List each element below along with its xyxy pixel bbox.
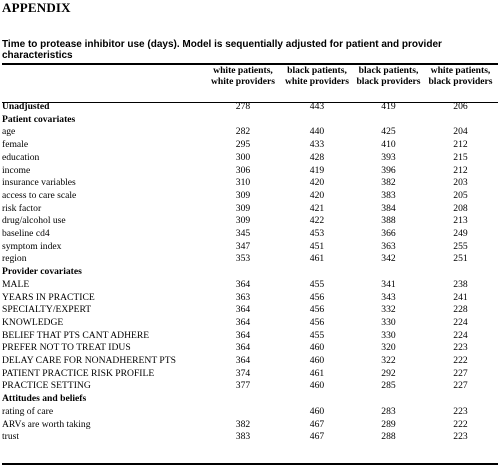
cell-value: 384 <box>381 202 396 214</box>
cell-value: 422 <box>309 215 325 227</box>
cell-value: 342 <box>381 253 396 265</box>
cell-value <box>206 406 280 419</box>
cell-value: 425 <box>381 126 396 138</box>
row-label: Unadjusted <box>2 101 50 112</box>
row-label: region <box>2 253 27 265</box>
cell-value: 364 <box>235 304 251 316</box>
cell-value: 440 <box>309 126 325 138</box>
table-row <box>2 253 498 266</box>
cell-value: 433 <box>309 139 325 151</box>
table-row <box>2 406 498 419</box>
cell-value: 295 <box>235 139 251 151</box>
cell-value: 213 <box>453 215 468 227</box>
table-row <box>2 228 498 241</box>
table-row <box>2 139 498 152</box>
cell-value: 419 <box>381 101 396 112</box>
cell-value: 456 <box>309 304 325 316</box>
cell-value: 443 <box>309 101 325 112</box>
cell-value: 289 <box>381 418 396 430</box>
cell-value: 285 <box>381 380 396 392</box>
cell-value: 332 <box>381 304 396 316</box>
cell-value: 203 <box>453 177 468 189</box>
section-row <box>2 266 498 279</box>
cell-value: 467 <box>309 418 325 430</box>
row-label: MALE <box>2 278 30 290</box>
cell-value: 364 <box>235 278 251 290</box>
cell-value: 309 <box>235 215 251 227</box>
cell-value: 420 <box>309 189 325 201</box>
results-table <box>2 65 498 444</box>
cell-value: 363 <box>235 291 251 303</box>
cell-value: 241 <box>453 291 468 303</box>
cell-value: 223 <box>453 431 468 443</box>
table-row <box>2 330 498 343</box>
cell-value: 255 <box>453 240 468 252</box>
cell-value <box>354 266 423 279</box>
cell-value: 364 <box>235 316 251 328</box>
table-row <box>2 342 498 355</box>
cell-value: 364 <box>235 342 251 354</box>
cell-value: 222 <box>453 355 468 367</box>
cell-value: 228 <box>453 304 468 316</box>
row-label: Patient covariates <box>2 113 76 125</box>
cell-value: 461 <box>309 253 325 265</box>
cell-value: 353 <box>235 253 251 265</box>
cell-value: 410 <box>381 139 396 151</box>
cell-value: 428 <box>309 151 325 163</box>
row-label: PREFER NOT TO TREAT IDUS <box>2 342 131 354</box>
cell-value: 224 <box>453 329 468 341</box>
cell-value: 306 <box>235 164 251 176</box>
cell-value <box>206 114 280 127</box>
cell-value: 320 <box>381 342 396 354</box>
table-header-row <box>2 65 498 101</box>
row-label: Provider covariates <box>2 266 82 278</box>
cell-value: 460 <box>309 380 325 392</box>
cell-value: 364 <box>235 329 251 341</box>
column-header: black patients, white providers <box>284 65 350 87</box>
cell-value: 238 <box>453 278 468 290</box>
cell-value: 251 <box>453 253 468 265</box>
cell-value: 343 <box>381 291 396 303</box>
cell-value: 309 <box>235 189 251 201</box>
cell-value <box>206 266 280 279</box>
row-label: income <box>2 164 31 176</box>
cell-value: 363 <box>381 240 396 252</box>
cell-value: 461 <box>309 367 325 379</box>
cell-value <box>280 266 354 279</box>
cell-value: 222 <box>453 418 468 430</box>
cell-value: 420 <box>309 177 325 189</box>
cell-value: 419 <box>309 164 325 176</box>
cell-value: 223 <box>453 405 468 417</box>
cell-value <box>354 393 423 406</box>
table-row <box>2 292 498 305</box>
row-label: insurance variables <box>2 177 76 189</box>
table-row <box>2 241 498 254</box>
cell-value: 421 <box>309 202 325 214</box>
table-row <box>2 380 498 393</box>
row-label: Attitudes and beliefs <box>2 393 87 405</box>
row-label: ARVs are worth taking <box>2 418 91 430</box>
cell-value: 383 <box>381 189 396 201</box>
row-label: drug/alcohol use <box>2 215 66 227</box>
cell-value: 374 <box>235 367 251 379</box>
cell-value <box>423 114 498 127</box>
cell-value: 347 <box>235 240 251 252</box>
cell-value: 283 <box>381 405 396 417</box>
table-body <box>2 101 498 444</box>
cell-value: 227 <box>453 380 468 392</box>
cell-value: 292 <box>381 367 396 379</box>
table-row <box>2 419 498 432</box>
cell-value: 377 <box>235 380 251 392</box>
cell-value: 383 <box>235 431 251 443</box>
section-row <box>2 393 498 406</box>
cell-value: 310 <box>235 177 251 189</box>
cell-value <box>423 266 498 279</box>
cell-value: 205 <box>453 189 468 201</box>
table-bottom-rule <box>2 463 498 465</box>
cell-value: 455 <box>309 329 325 341</box>
column-header: white patients, white providers <box>210 65 276 87</box>
table-row <box>2 304 498 317</box>
cell-value: 223 <box>453 342 468 354</box>
cell-value: 451 <box>309 240 325 252</box>
row-label: YEARS IN PRACTICE <box>2 291 95 303</box>
cell-value: 460 <box>309 342 325 354</box>
cell-value: 204 <box>453 126 468 138</box>
cell-value: 330 <box>381 329 396 341</box>
column-header-label <box>2 65 206 101</box>
cell-value: 382 <box>235 418 251 430</box>
table-row <box>2 431 498 444</box>
table-row <box>2 368 498 381</box>
cell-value: 227 <box>453 367 468 379</box>
cell-value: 460 <box>309 405 325 417</box>
cell-value: 330 <box>381 316 396 328</box>
cell-value: 388 <box>381 215 396 227</box>
table-row <box>2 126 498 139</box>
cell-value: 208 <box>453 202 468 214</box>
cell-value: 460 <box>309 355 325 367</box>
cell-value: 215 <box>453 151 468 163</box>
column-header: white patients, black providers <box>428 65 493 87</box>
table-row <box>2 215 498 228</box>
row-label: SPECIALTY/EXPERT <box>2 304 92 316</box>
cell-value <box>280 393 354 406</box>
cell-value <box>423 393 498 406</box>
row-label: female <box>2 139 29 151</box>
row-label: KNOWLEDGE <box>2 316 64 328</box>
cell-value: 393 <box>381 151 396 163</box>
row-label: risk factor <box>2 202 42 214</box>
cell-value: 322 <box>381 355 396 367</box>
cell-value: 467 <box>309 431 325 443</box>
cell-value: 366 <box>381 228 396 240</box>
cell-value: 278 <box>235 101 251 112</box>
row-label: rating of care <box>2 405 54 417</box>
cell-value: 300 <box>235 151 251 163</box>
table-row <box>2 203 498 216</box>
cell-value: 341 <box>381 278 396 290</box>
row-label: education <box>2 151 40 163</box>
row-label: BELIEF THAT PTS CANT ADHERE <box>2 329 150 341</box>
row-label: DELAY CARE FOR NONADHERENT PTS <box>2 355 176 367</box>
table-row <box>2 165 498 178</box>
table-caption: Time to protease inhibitor use (days). Model is sequentially adjusted for patient and provider characteristics <box>2 39 442 61</box>
row-label: trust <box>2 431 20 443</box>
row-label: age <box>2 126 16 138</box>
column-header: black patients, black providers <box>356 65 421 87</box>
table-row <box>2 152 498 165</box>
cell-value: 212 <box>453 164 468 176</box>
cell-value: 206 <box>453 101 468 112</box>
row-label: access to care scale <box>2 189 77 201</box>
table-row <box>2 177 498 190</box>
table-row <box>2 279 498 292</box>
table-row <box>2 317 498 330</box>
cell-value: 309 <box>235 202 251 214</box>
row-label: PRACTICE SETTING <box>2 380 91 392</box>
cell-value: 224 <box>453 316 468 328</box>
cell-value: 364 <box>235 355 251 367</box>
row-label: baseline cd4 <box>2 228 50 240</box>
cell-value <box>354 114 423 127</box>
cell-value: 212 <box>453 139 468 151</box>
cell-value <box>206 393 280 406</box>
table-row <box>2 355 498 368</box>
appendix-heading: APPENDIX <box>2 0 71 15</box>
cell-value: 288 <box>381 431 396 443</box>
table-row <box>2 190 498 203</box>
cell-value: 382 <box>381 177 396 189</box>
cell-value: 456 <box>309 316 325 328</box>
cell-value: 396 <box>381 164 396 176</box>
cell-value <box>280 114 354 127</box>
cell-value: 345 <box>235 228 251 240</box>
row-label: symptom index <box>2 240 62 252</box>
section-row <box>2 114 498 127</box>
cell-value: 453 <box>309 228 325 240</box>
cell-value: 455 <box>309 278 325 290</box>
section-row <box>2 101 498 114</box>
cell-value: 456 <box>309 291 325 303</box>
cell-value: 282 <box>235 126 251 138</box>
cell-value: 249 <box>453 228 468 240</box>
row-label: PATIENT PRACTICE RISK PROFILE <box>2 367 155 379</box>
